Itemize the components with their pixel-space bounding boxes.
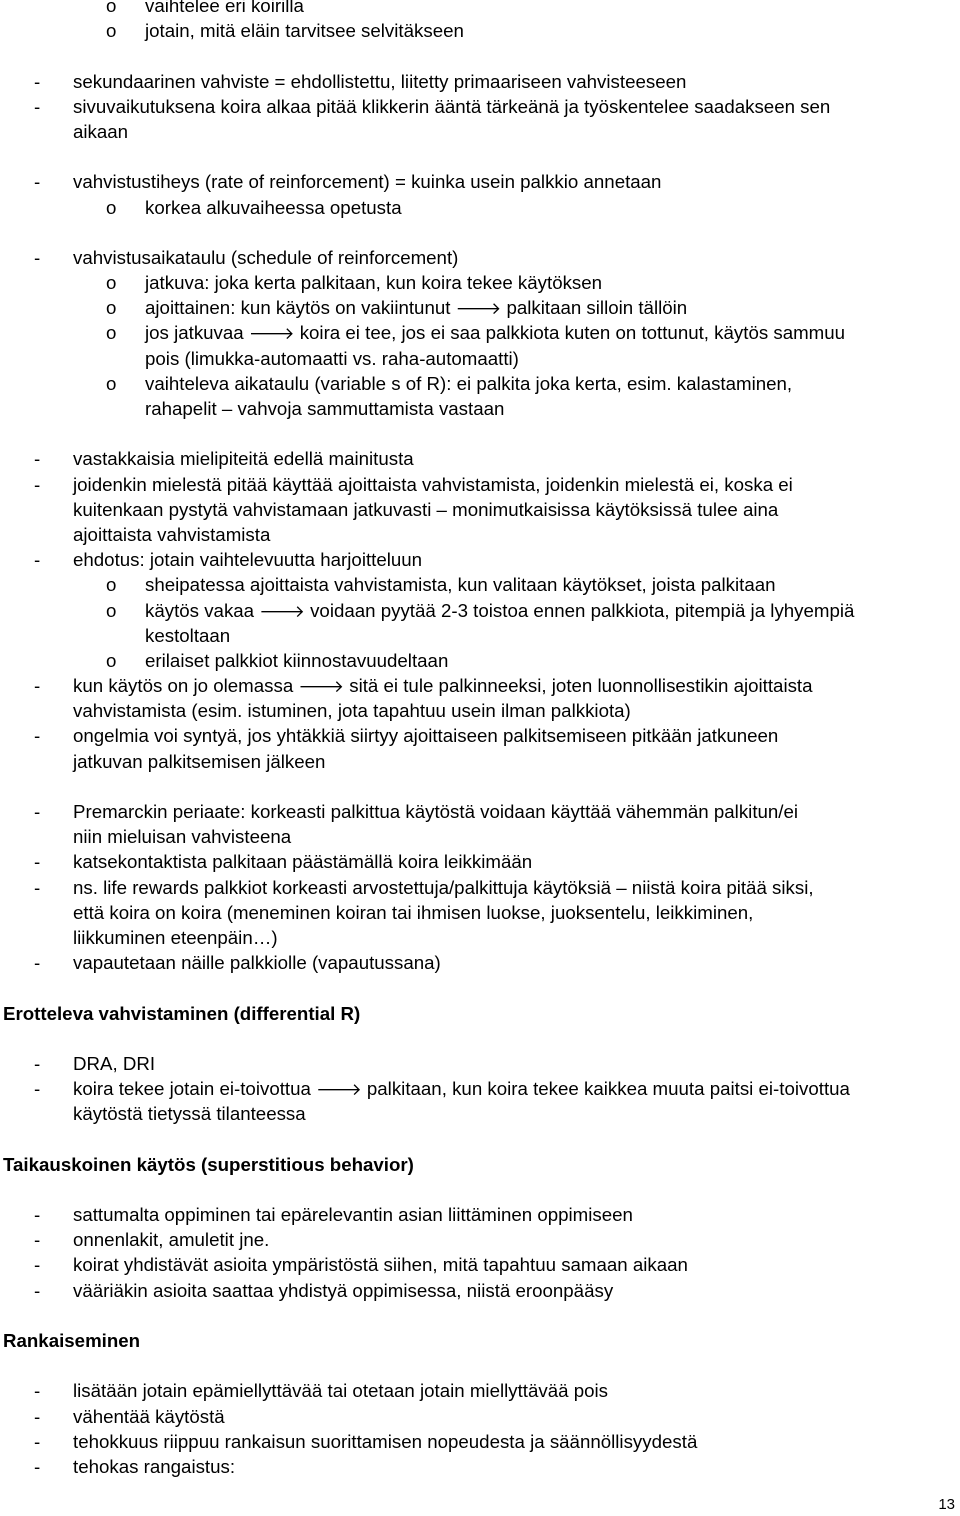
arrow-icon: 🡒: [316, 1080, 362, 1101]
arrow-icon: 🡒: [248, 324, 295, 345]
sub-bullet: o: [106, 649, 117, 671]
list-item: - vääriäkin asioita saattaa yhdistyä oppimisessa, niistä eroonpääsy: [0, 1278, 960, 1303]
dash-bullet: -: [34, 448, 41, 470]
list-item: - katsekontaktista palkitaan päästämällä koira leikkimään: [0, 849, 960, 874]
list-item: - koira tekee jotain ei-toivottua 🡒 palkitaan, kun koira tekee kaikkea muuta paitsi ei-toivottua: [34, 1078, 850, 1101]
dash-bullet: -: [34, 1229, 41, 1251]
sub-bullet: o: [106, 196, 117, 218]
list-item: - vastakkaisia mielipiteitä edellä mainitusta: [0, 446, 960, 471]
dash-bullet: -: [34, 1405, 41, 1427]
dash-bullet: -: [34, 473, 41, 495]
list-item-continuation: että koira on koira (meneminen koiran tai ihmisen luokse, juoksentelu, leikkiminen,: [73, 901, 754, 923]
dash-bullet: -: [34, 95, 41, 117]
list-item-continuation: ajoittaista vahvistamista: [73, 523, 271, 545]
arrow-icon: 🡒: [298, 677, 345, 698]
dash-bullet: -: [34, 851, 41, 873]
dash-bullet: -: [34, 246, 41, 268]
list-item: - vahvistusaikataulu (schedule of reinforcement): [0, 245, 960, 270]
list-item-continuation: rahapelit – vahvoja sammuttamista vastaan: [145, 398, 505, 419]
list-item: - kun käytös on jo olemassa 🡒 sitä ei tule palkinneeksi, joten luonnollisestikin ajoittaista: [34, 675, 813, 698]
dash-bullet: -: [34, 725, 41, 747]
list-item: - lisätään jotain epämiellyttävää tai otetaan jotain miellyttävää pois: [0, 1378, 960, 1403]
list-item: - vahvistustiheys (rate of reinforcement) = kuinka usein palkkio annetaan: [0, 169, 960, 194]
list-item-continuation: pois (limukka-automaatti vs. raha-automaatti): [145, 347, 519, 369]
dash-bullet: -: [34, 1279, 41, 1301]
sub-bullet: o: [106, 599, 117, 621]
list-item: - sattumalta oppiminen tai epärelevantin asian liittäminen oppimiseen: [0, 1202, 960, 1227]
dash-bullet: -: [34, 1430, 41, 1452]
list-item-continuation: kuitenkaan pystytä vahvistamaan jatkuvasti – monimutkaisissa käytöksissä tulee aina: [73, 498, 779, 520]
arrow-icon: 🡒: [455, 299, 502, 320]
list-item: o jotain, mitä eläin tarvitsee selvitäkseen: [0, 18, 960, 43]
arrow-icon: 🡒: [259, 601, 305, 622]
list-item-continuation: niin mieluisan vahvisteena: [73, 826, 292, 848]
sub-bullet: o: [106, 272, 117, 294]
sub-bullet: o: [106, 322, 117, 344]
sub-bullet: o: [106, 574, 117, 596]
page-number: 13: [938, 1496, 955, 1513]
dash-bullet: -: [34, 952, 41, 974]
list-item: o käytös vakaa 🡒 voidaan pyytää 2-3 toistoa ennen palkkiota, pitempiä ja lyhyempiä: [106, 599, 855, 622]
list-item: o sheipatessa ajoittaista vahvistamista, kun valitaan käytökset, joista palkitaan: [0, 572, 960, 597]
list-item: o jatkuva: joka kerta palkitaan, kun koira tekee käytöksen: [0, 270, 960, 295]
list-item: - joidenkin mielestä pitää käyttää ajoittaista vahvistamista, joidenkin mielestä ei, koska ei: [0, 472, 960, 497]
section-heading: Taikauskoinen käytös (superstitious behavior): [3, 1153, 414, 1175]
sub-bullet: o: [106, 20, 117, 42]
list-item: o vaihtelee eri koirilla: [0, 0, 960, 18]
dash-bullet: -: [34, 1455, 41, 1477]
dash-bullet: -: [34, 1078, 41, 1100]
dash-bullet: -: [34, 549, 41, 571]
list-item: - tehokas rangaistus:: [0, 1454, 960, 1479]
list-item: - sivuvaikutuksena koira alkaa pitää klikkerin ääntä tärkeänä ja työskentelee saadakseen sen: [0, 94, 960, 119]
list-item: - onnenlakit, amuletit jne.: [0, 1227, 960, 1252]
list-item: - ns. life rewards palkkiot korkeasti arvostettuja/palkittuja käytöksiä – niistä koira pitää siksi,: [0, 875, 960, 900]
list-item: o erilaiset palkkiot kiinnostavuudeltaan: [0, 648, 960, 673]
sub-bullet: o: [106, 372, 117, 394]
list-item: o vaihteleva aikataulu (variable s of R): ei palkita joka kerta, esim. kalastaminen,: [0, 371, 960, 396]
list-item: o jos jatkuvaa 🡒 koira ei tee, jos ei saa palkkiota kuten on tottunut, käytös sammuu: [106, 322, 846, 345]
list-item-continuation: jatkuvan palkitsemisen jälkeen: [73, 750, 326, 772]
dash-bullet: -: [34, 801, 41, 822]
list-item-continuation: aikaan: [73, 120, 129, 142]
list-item: o korkea alkuvaiheessa opetusta: [0, 195, 960, 220]
list-item: - ongelmia voi syntyä, jos yhtäkkiä siirtyy ajoittaiseen palkitsemiseen pitkään jatkuneen: [0, 723, 960, 748]
dash-bullet: -: [34, 70, 41, 92]
sub-bullet: o: [106, 0, 117, 16]
dash-bullet: -: [34, 1380, 41, 1402]
list-item: - koirat yhdistävät asioita ympäristöstä siihen, mitä tapahtuu samaan aikaan: [0, 1252, 960, 1277]
sub-bullet: o: [106, 297, 117, 319]
list-item: - vähentää käytöstä: [0, 1404, 960, 1429]
dash-bullet: -: [34, 675, 41, 697]
list-item-continuation: vahvistamista (esim. istuminen, jota tapahtuu usein ilman palkkiota): [73, 700, 631, 722]
dash-bullet: -: [34, 1052, 41, 1074]
list-item-continuation: kestoltaan: [145, 624, 231, 646]
list-item: - Premarckin periaate: korkeasti palkittua käytöstä voidaan käyttää vähemmän palkitun/ei: [0, 799, 960, 824]
list-item: - tehokkuus riippuu rankaisun suorittamisen nopeudesta ja säännöllisyydestä: [0, 1429, 960, 1454]
list-item: - sekundaarinen vahviste = ehdollistettu, liitetty primaariseen vahvisteeseen: [0, 69, 960, 94]
list-item: - vapautetaan näille palkkiolle (vapautussana): [0, 950, 960, 975]
list-item-continuation: käytöstä tietyssä tilanteessa: [73, 1103, 306, 1125]
dash-bullet: -: [34, 1204, 41, 1225]
section-heading: Erotteleva vahvistaminen (differential R): [3, 1002, 361, 1024]
list-item: - ehdotus: jotain vaihtelevuutta harjoitteluun: [0, 547, 960, 572]
dash-bullet: -: [34, 1254, 41, 1276]
list-item: - DRA, DRI: [0, 1051, 960, 1076]
list-item: o ajoittainen: kun käytös on vakiintunut 🡒 palkitaan silloin tällöin: [106, 297, 688, 320]
dash-bullet: -: [34, 876, 41, 898]
dash-bullet: -: [34, 171, 41, 193]
section-heading: Rankaiseminen: [3, 1329, 141, 1351]
list-item-continuation: liikkuminen eteenpäin…): [73, 926, 278, 948]
